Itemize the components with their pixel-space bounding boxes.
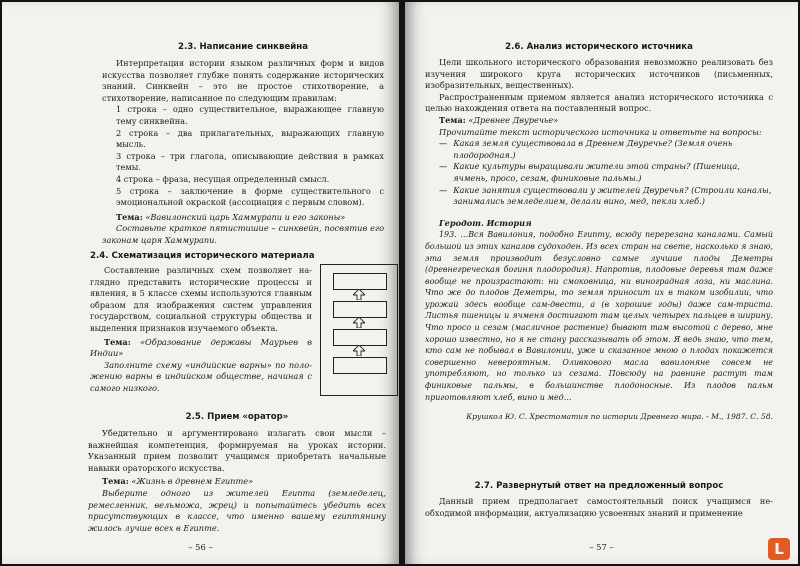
task-text: Заполните схему «индийские варны» по положению варны в индийском обществе, начиная с самого низкого. — [90, 359, 312, 393]
question-text: Какие занятия существовали у жителей Двуречья? (Строили каналы, занимались земледелием, делали вино, мед, пекли хлеб.) — [453, 184, 772, 207]
theme-title: «Образование державы Маурьев в Индии» — [90, 336, 312, 359]
question-text: Какие культуры выращивали жители этой страны? (Пшеница, ячмень, просо, сезам, финиковые пальмы.) — [453, 161, 740, 183]
section-heading: 2.7. Развернутый ответ на предложенный вопрос — [474, 481, 724, 491]
varna-schema — [320, 264, 398, 396]
theme-line — [425, 115, 773, 127]
schema-box — [333, 329, 387, 346]
left-page — [2, 2, 399, 564]
section-heading: 2.5. Прием «оратор» — [185, 412, 289, 422]
list-item: 3 строка – три глагола, описывающие действия в рамках темы. — [116, 150, 384, 173]
arrow-up-icon — [353, 345, 365, 356]
source-text: 193. …Вся Вавилония, подобно Египту, всюду перерезана каналами. Самый большой из этих каналов судоходен. Из всех стран на свете, насколько я знаю, эта земля производит безусловно самые лучшие плоды Деметры (древнегреческая богиня плодородия). Напротив, плодовые деревья там даже вообще не произрастают: ни смоковница, ни виноградная лоза, ни маслина. Что же до плодов Деметры, то земля приносит их в таком изобилии, что урожай здесь вообще сам-двести, а (в хорошие годы) даже сам-триста. Листья пшеницы и ячменя достигают там целых четырех пальцев в ширину. Что просо и сезам (масличное растение) бывают там высотой с дерево, мне хорошо известно, но я не стану рассказывать об этом. Я ведь знаю, что тем, кто сам не побывал в Вавилонии, уже и сказанное мною о плодах покажется совершенно невероятным. Оливкового масла вавилоняне совсем не употребляют, но только из сезама. Повсюду на равнине растут там финиковые пальмы, в большинстве плодоносные. Из плодов пальм приготовляют хлеб, вино и мед… — [425, 230, 773, 402]
paragraph: Данный прием предполагает самостоятельный поиск учащимся необходимой информации, актуализацию усвоенных знаний и применение — [425, 496, 773, 518]
paragraph: Цели школьного исторического образования невозможно реализовать без изучения широкого круга исторических источников (письменных, изобразительных, вещественных). — [425, 57, 773, 91]
paragraph: Распространенным приемом является анализ исторического источника с целью нахождения ответа на поставленный вопрос. — [425, 91, 773, 114]
theme-label: Тема: — [116, 211, 143, 222]
theme-line — [102, 212, 384, 224]
section-2-4 — [90, 250, 315, 395]
section-heading: 2.6. Анализ исторического источника — [505, 42, 693, 52]
arrow-up-icon — [353, 289, 365, 300]
section-heading: 2.4. Схематизация исторического материала — [90, 251, 315, 261]
theme-label: Тема: — [102, 476, 129, 487]
list-item: 5 строка – заключение в форме существительного с эмоциональной окраской (ассоциация с первым словом). — [116, 185, 384, 208]
list-item: 4 строка – фраза, несущая определенный смысл. — [116, 173, 330, 184]
task-text: Прочитайте текст исторического источника и ответьте на вопросы: — [439, 126, 762, 137]
rules-list — [102, 104, 384, 208]
task-text: Выберите одного из жителей Египта (земледелец, ремесленник, вельможа, жрец) и попытайтесь убедить всех присутствующих в классе, что именно вашему египтянину жилось лучше всех в Египте. — [88, 487, 386, 533]
section-2-6 — [425, 41, 773, 429]
paragraph: Составление различных схем позволяет наглядно представить исторические процессы и явления, в 5 классе схемы используются главным образом для изображения систем управления государством, социальной структуры общества и выделения признаков изучаемого объекта. — [90, 265, 312, 333]
theme-label: Тема: — [439, 114, 466, 125]
theme-line — [88, 476, 386, 488]
schema-box — [333, 273, 387, 290]
paragraph: Убедительно и аргументировано излагать свои мысли – важнейшая компетенция, формируемая на уроках истории. Указанный прием позволит учащимся приобретать начальные навыки ораторского искусства. — [88, 428, 386, 473]
section-heading: 2.3. Написание синквейна — [177, 42, 308, 52]
theme-line — [90, 337, 312, 360]
list-item: — Какая земля существовала в Древнем Двуречье? (Земля очень плодородная.) — [439, 138, 773, 161]
theme-title: «Жизнь в древнем Египте» — [131, 476, 254, 487]
theme-title: «Вавилонский царь Хаммурапи и его законы» — [145, 211, 346, 222]
citation: Крушкол Ю. С. Хрестоматия по истории Древнего мира. - М., 1987. С. 58. — [466, 411, 773, 421]
schema-box — [333, 357, 387, 374]
right-page — [405, 2, 798, 564]
questions-list — [425, 138, 773, 208]
theme-label: Тема: — [104, 336, 131, 347]
list-item: — Какие занятия существовали у жителей Двуречья? (Строили каналы, занимались земледелием, делали вино, мед, пекли хлеб.) — [439, 184, 772, 207]
question-text: Какая земля существовала в Древнем Двуречье? (Земля очень плодородная.) — [453, 138, 733, 160]
section-2-3 — [102, 41, 384, 247]
page-number: – 56 – — [188, 542, 213, 552]
list-item: 2 строка – два прилагательных, выражающих главную мысль. — [116, 127, 384, 150]
page-number: – 57 – — [589, 542, 614, 552]
paragraph: Интерпретация истории языком различных форм и видов искусства позволяет глубже понять содержание исторических знаний. Синквейн – это не простое стихотворение, а стихотворение, написанное по следующим правилам: — [102, 58, 384, 103]
theme-title: «Древнее Двуречье» — [468, 114, 559, 125]
section-2-5 — [88, 411, 386, 534]
publisher-logo: L — [768, 538, 790, 560]
list-item: — Какие культуры выращивали жители этой страны? (Пшеница, ячмень, просо, сезам, финиковые пальмы.) — [439, 161, 773, 184]
source-title: Геродот. История — [439, 217, 532, 228]
task-text: Составьте краткое пятистишие – синквейн, посвятив его законам царя Хаммурапи. — [102, 223, 384, 245]
schema-box — [333, 301, 387, 318]
section-2-7 — [425, 480, 773, 519]
list-item: 1 строка – одно существительное, выражающее главную тему синквейна. — [116, 104, 384, 126]
arrow-up-icon — [353, 317, 365, 328]
